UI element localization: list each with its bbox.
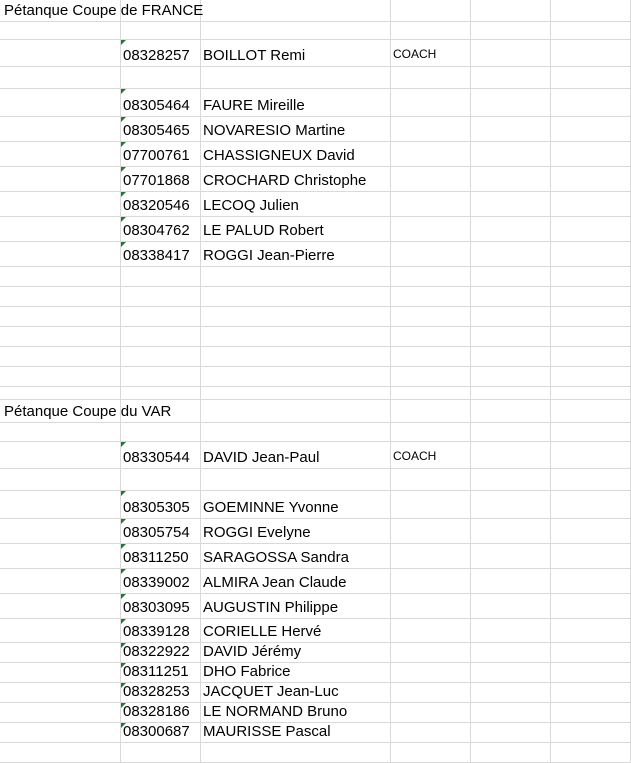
license-number: 08339128 <box>123 623 190 640</box>
sheet-row[interactable] <box>0 67 631 89</box>
license-number: 08305754 <box>123 524 190 541</box>
player-row[interactable] <box>0 619 631 643</box>
player-name: DAVID Jérémy <box>203 643 302 660</box>
license-number: 08305305 <box>123 499 190 516</box>
sheet-row[interactable] <box>0 743 631 763</box>
license-number: 08320546 <box>123 197 190 214</box>
error-indicator-icon <box>121 491 126 496</box>
section-title: Pétanque Coupe de FRANCE <box>4 2 204 19</box>
section-title: Pétanque Coupe du VAR <box>4 403 172 420</box>
player-name: ROGGI Jean-Pierre <box>203 247 335 264</box>
player-name: NOVARESIO Martine <box>203 122 346 139</box>
player-name: LECOQ Julien <box>203 197 299 214</box>
player-row[interactable] <box>0 569 631 594</box>
sheet-row[interactable] <box>0 347 631 367</box>
player-name: BOILLOT Remi <box>203 47 306 64</box>
coach-row[interactable] <box>0 40 631 67</box>
license-number: 08328253 <box>123 683 190 700</box>
role-label: COACH <box>393 47 437 61</box>
player-row[interactable] <box>0 242 631 267</box>
player-row[interactable] <box>0 544 631 569</box>
player-name: AUGUSTIN Philippe <box>203 599 339 616</box>
player-name: JACQUET Jean-Luc <box>203 683 339 700</box>
license-number: 08304762 <box>123 222 190 239</box>
error-indicator-icon <box>121 89 126 94</box>
license-number: 08330544 <box>123 449 190 466</box>
sheet-row[interactable] <box>0 0 631 22</box>
license-number: 08303095 <box>123 599 190 616</box>
player-row[interactable] <box>0 89 631 117</box>
player-row[interactable] <box>0 142 631 167</box>
player-row[interactable] <box>0 117 631 142</box>
sheet-row[interactable] <box>0 469 631 491</box>
sheet-row[interactable] <box>0 387 631 400</box>
player-row[interactable] <box>0 723 631 743</box>
player-name: SARAGOSSA Sandra <box>203 549 349 566</box>
player-row[interactable] <box>0 192 631 217</box>
player-row[interactable] <box>0 519 631 544</box>
error-indicator-icon <box>121 40 126 45</box>
player-row[interactable] <box>0 683 631 703</box>
player-name: FAURE Mireille <box>203 97 305 114</box>
sheet-row[interactable] <box>0 367 631 387</box>
player-name: CROCHARD Christophe <box>203 172 367 189</box>
sheet-row[interactable] <box>0 267 631 287</box>
sheet-row[interactable] <box>0 22 631 40</box>
player-name: DAVID Jean-Paul <box>203 449 320 466</box>
player-name: ROGGI Evelyne <box>203 524 311 541</box>
player-row[interactable] <box>0 167 631 192</box>
player-name: CHASSIGNEUX David <box>203 147 355 164</box>
license-number: 08338417 <box>123 247 190 264</box>
sheet-row[interactable] <box>0 400 631 423</box>
sheet-row[interactable] <box>0 307 631 327</box>
license-number: 07701868 <box>123 172 190 189</box>
player-name: CORIELLE Hervé <box>203 623 322 640</box>
sheet-row[interactable] <box>0 423 631 442</box>
player-row[interactable] <box>0 703 631 723</box>
player-name: DHO Fabrice <box>203 663 291 680</box>
player-name: MAURISSE Pascal <box>203 723 331 740</box>
license-number: 08305464 <box>123 97 190 114</box>
sheet-row[interactable] <box>0 327 631 347</box>
error-indicator-icon <box>121 442 126 447</box>
role-label: COACH <box>393 449 437 463</box>
player-row[interactable] <box>0 217 631 242</box>
player-name: LE PALUD Robert <box>203 222 324 239</box>
license-number: 08328186 <box>123 703 190 720</box>
player-row[interactable] <box>0 663 631 683</box>
license-number: 08311251 <box>123 663 189 680</box>
player-name: ALMIRA Jean Claude <box>203 574 347 591</box>
license-number: 07700761 <box>123 147 190 164</box>
player-row[interactable] <box>0 643 631 663</box>
coach-row[interactable] <box>0 442 631 469</box>
player-row[interactable] <box>0 491 631 519</box>
license-number: 08339002 <box>123 574 190 591</box>
license-number: 08322922 <box>123 643 190 660</box>
license-number: 08311250 <box>123 549 189 566</box>
sheet-row[interactable] <box>0 287 631 307</box>
license-number: 08300687 <box>123 723 190 740</box>
license-number: 08305465 <box>123 122 190 139</box>
player-name: GOEMINNE Yvonne <box>203 499 339 516</box>
player-row[interactable] <box>0 594 631 619</box>
player-name: LE NORMAND Bruno <box>203 703 348 720</box>
license-number: 08328257 <box>123 47 190 64</box>
